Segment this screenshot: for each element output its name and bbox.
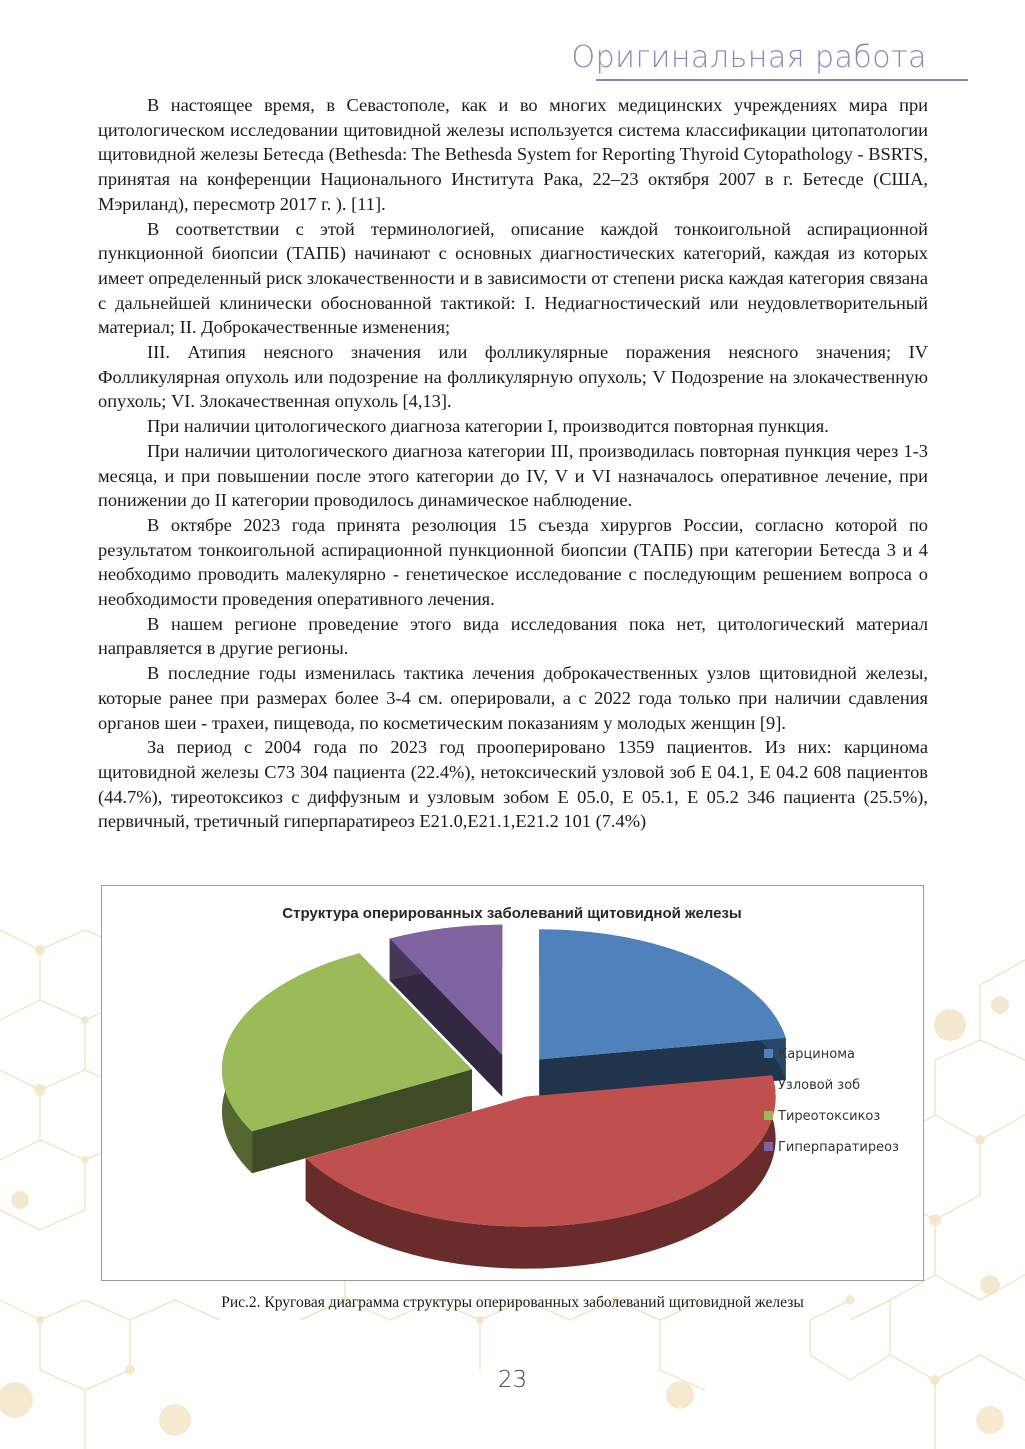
- paragraph: За период с 2004 года по 2023 год прооперировано 1359 пациентов. Из них: карцинома щитовидной железы C73 304 пациента (22.4%), нетоксический узловой зоб E 04.1, E 04.2 608 пациентов (44.7%), тиреотоксикоз с диффузным и узловым зобом E 05.0, E 05.1, E 05.2 346 пациента (25.5%), первичный, третичный гиперпаратиреоз E21.0,E21.1,E21.2 101 (7.4%): [98, 737, 928, 832]
- pie-slice-1: [539, 929, 786, 1101]
- legend-swatch-2: [764, 1080, 773, 1089]
- legend-swatch-4: [764, 1142, 773, 1151]
- paragraph: При наличии цитологического диагноза категории I, производится повторная пункция.: [147, 416, 829, 437]
- legend-label-3: Тиреотоксикоз: [778, 1109, 881, 1124]
- figure-caption: Рис.2. Круговая диаграмма структуры оперированных заболеваний щитовидной железы: [221, 1294, 804, 1311]
- header-title: Оригинальная работа: [571, 40, 927, 75]
- paragraph: III. Атипия неясного значения или фолликулярные поражения неясного значения; IV Фолликулярная опухоль или подозрение на фолликулярную опухоль; V Подозрение на злокачественную опухоль; VI. Злокачественная опухоль [4,13].: [98, 342, 928, 412]
- paragraph: В октябре 2023 года принята резолюция 15 съезда хирургов России, согласно которой по результатом тонкоигольной аспирационной пункционной биопсии (ТАПБ) при категории Бетесда 3 и 4 необходимо проводить малекулярно - генетическое исследование с последующим решением вопроса о необходимости проведения оперативного лечения.: [98, 514, 928, 610]
- pie-chart-figure: [101, 885, 924, 1281]
- paragraph: В последние годы изменилась тактика лечения доброкачественных узлов щитовидной железы, которые ранее при размерах более 3-4 см. оперировали, а с 2022 года только при наличии сдавления органов шеи - трахеи, пищевода, по косметическим показаниям у молодых женщин [9].: [98, 663, 928, 733]
- legend-swatch-1: [764, 1049, 773, 1058]
- legend-label-1: Карцинома: [778, 1047, 855, 1062]
- chart-title: Структура оперированных заболеваний щитовидной железы: [282, 905, 742, 922]
- legend-label-4: Гиперпаратиреоз: [778, 1140, 899, 1155]
- legend-label-2: Узловой зоб: [778, 1078, 861, 1093]
- article-body: [98, 93, 928, 834]
- paragraph: В настоящее время, в Севастополе, как и во многих медицинских учреждениях мира при цитологическом исследовании щитовидной железы используется система классификации цитопатологии щитовидной железы Бетесда (Bethesda: The Bethesda System for Reporting Thyroid Cytopathology - BSRTS, принятая на конференции Национального Института Рака, 22–23 октября 2007 в г. Бетесде (США, Мэриланд), пересмотр 2017 г. ). [11].: [98, 95, 928, 214]
- legend-swatch-3: [764, 1111, 773, 1120]
- paragraph: В нашем регионе проведение этого вида исследования пока нет, цитологический материал направляется в другие регионы.: [98, 613, 928, 659]
- paragraph: В соответствии с этой терминологией, описание каждой тонкоигольной аспирационной пункционной биопсии (ТАПБ) начинают с основных диагностических категорий, каждая из которых имеет определенный риск злокачественности и в зависимости от степени риска каждая категория связана с дальнейшей клинически обоснованной тактикой: I. Недиагностический или неудовлетворительный материал; II. Доброкачественные изменения;: [98, 218, 928, 338]
- pie-chart: [102, 886, 923, 1280]
- paragraph: При наличии цитологического диагноза категории III, производилась повторная пункция через 1-3 месяца, и при повышении после этого категории до IV, V и VI назначалось оперативное лечение, при понижении до II категории проводилось динамическое наблюдение.: [98, 440, 928, 511]
- header-rule: [596, 79, 968, 81]
- page-number: 23: [497, 1367, 528, 1393]
